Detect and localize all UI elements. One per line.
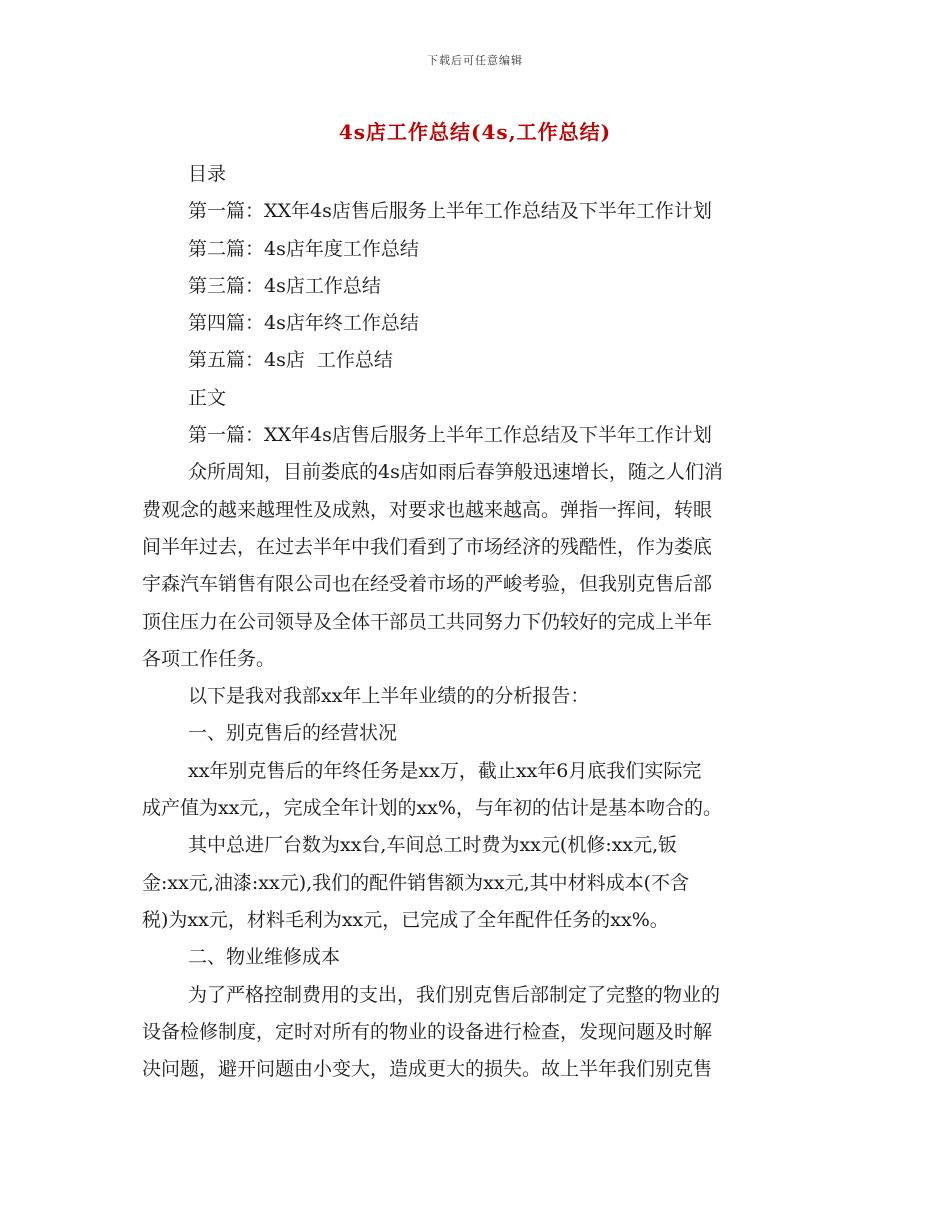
paragraph-line: 费观念的越来越理性及成熟，对要求也越来越高。弹指一挥间，转眼 (142, 498, 713, 521)
body-heading: 正文 (188, 386, 227, 409)
paragraph-4 (142, 827, 802, 939)
paragraph-line: 宇森汽车销售有限公司也在经受着市场的严峻考验，但我别克售后部 (142, 573, 713, 596)
document-title: 4s店工作总结(4s,工作总结) (338, 120, 612, 144)
section-title: 第一篇：XX年4s店售后服务上半年工作总结及下半年工作计划 (188, 424, 712, 447)
toc-item-5: 第五篇：4s店 工作总结 (188, 349, 393, 372)
paragraph-2: 以下是我对我部xx年上半年业绩的的分析报告： (188, 685, 590, 708)
paragraph-line: xx年别克售后的年终任务是xx万，截止xx年6月底我们实际完 (188, 759, 702, 782)
toc-item-1: 第一篇：XX年4s店售后服务上半年工作总结及下半年工作计划 (188, 200, 712, 223)
document-body (142, 156, 802, 1088)
paragraph-3 (142, 753, 802, 828)
toc-item-2: 第二篇：4s店年度工作总结 (188, 237, 419, 260)
paragraph-line: 成产值为xx元,，完成全年计划的xx%，与年初的估计是基本吻合的。 (142, 797, 722, 820)
toc-heading: 目录 (188, 163, 227, 185)
paragraph-line: 间半年过去，在过去半年中我们看到了市场经济的残酷性，作为娄底 (142, 535, 713, 558)
paragraph-line: 设备检修制度，定时对所有的物业的设备进行检查，发现问题及时解 (142, 1020, 713, 1043)
section-heading-1: 一、别克售后的经营状况 (188, 722, 398, 745)
paragraph-line: 决问题，避开问题由小变大，造成更大的损失。故上半年我们别克售 (142, 1058, 713, 1081)
toc-item-4: 第四篇：4s店年终工作总结 (188, 312, 419, 335)
paragraph-line: 各项工作任务。 (142, 647, 276, 670)
paragraph-1 (142, 454, 802, 678)
toc-item-3: 第三篇：4s店工作总结 (188, 274, 381, 297)
page-header-note: 下载后可任意编辑 (427, 54, 523, 67)
paragraph-line: 为了严格控制费用的支出，我们别克售后部制定了完整的物业的 (188, 983, 721, 1006)
paragraph-5 (142, 977, 802, 1089)
paragraph-line: 其中总进厂台数为xx台,车间总工时费为xx元(机修:xx元,钣 (188, 834, 678, 857)
section-heading-2: 二、物业维修成本 (188, 946, 341, 969)
paragraph-line: 众所周知，目前娄底的4s店如雨后春笋般迅速增长，随之人们消 (188, 461, 723, 484)
paragraph-line: 税)为xx元，材料毛利为xx元，已完成了全年配件任务的xx%。 (142, 908, 669, 931)
paragraph-line: 金:xx元,油漆:xx元),我们的配件销售额为xx元,其中材料成本(不含 (142, 871, 690, 894)
paragraph-line: 顶住压力在公司领导及全体干部员工共同努力下仍较好的完成上半年 (142, 610, 713, 633)
